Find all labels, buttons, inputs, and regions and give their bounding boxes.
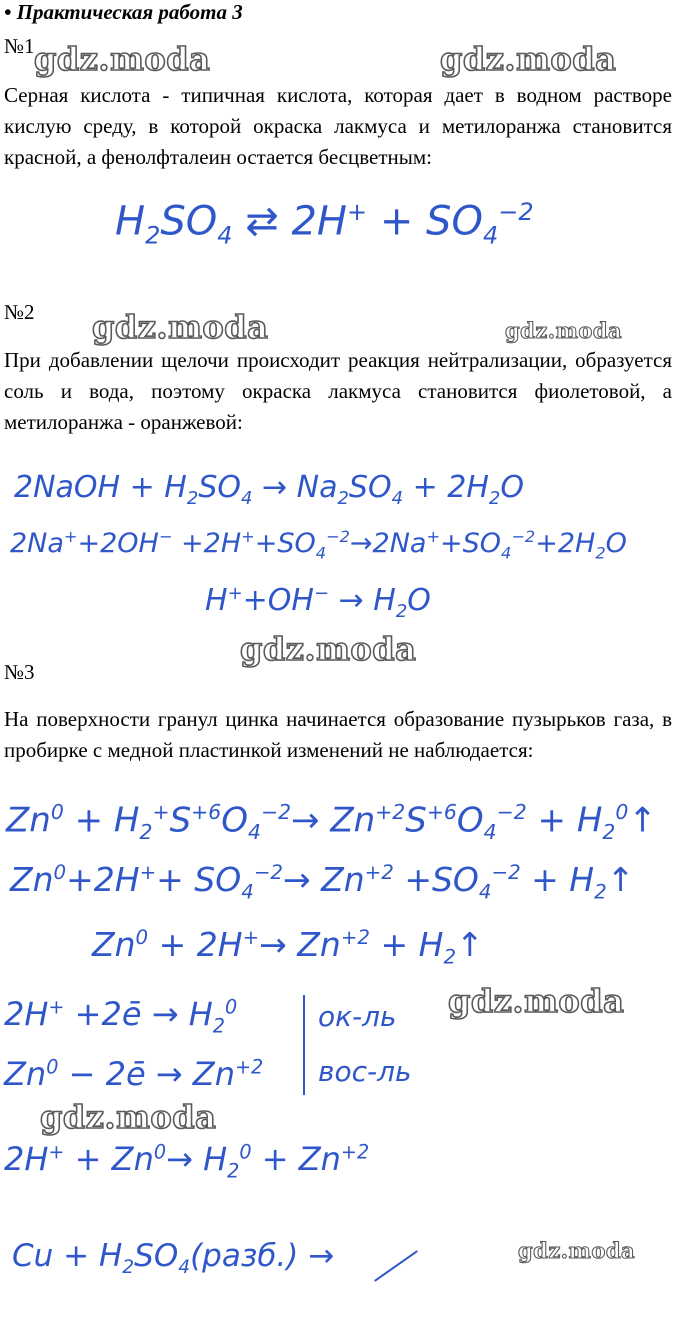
half-reaction-divider: [303, 995, 305, 1095]
watermark: gdz.moda: [448, 982, 625, 1020]
task-1-text: Серная кислота - типичная кислота, которая дает в водном растворе кислую среду, в которой окраска лакмуса и метилоранжа становится красной, а фенолфталеин остается бесцветным:: [4, 83, 672, 169]
watermark: gdz.moda: [440, 40, 617, 78]
task-3-number: №3: [4, 660, 35, 684]
task-3-equation-short-ionic: $Zn^0 + 2H^+\to Zn^{+2}$ + $H_2↑$: [92, 925, 484, 969]
task-3-equation-full-ionic: $Zn^0+2H^++ SO_4^{-2}\to Zn^{+2} +SO_4^{-2}$ + $H_2↑$: [10, 860, 635, 904]
title-bullet: •: [4, 0, 12, 24]
task-2-equation-short-ionic: $H^++OH^- \to H_2O$: [205, 583, 431, 622]
task-3-equation-summary: $2H^+ + Zn^0\to H_2^0 + Zn^{+2}$: [4, 1140, 370, 1183]
task-3-half-reaction-reduction: 2H+ +2ē → $H_2^0$: [4, 995, 238, 1038]
title-text: Практическая работа 3: [16, 0, 243, 24]
task-2-text: При добавлении щелочи происходит реакция нейтрализации, образуется соль и вода, поэтому окраска лакмуса становится фиолетовой, а метилоранжа - оранжевой:: [4, 348, 672, 434]
task-1-number: №1: [4, 34, 35, 58]
oxidizer-label: ок-ль: [318, 1000, 397, 1033]
task-1-equation: $H_2SO_4$ ⇄ $2H^+ + SO_4^{-2}$: [115, 198, 534, 250]
reducer-label: вос-ль: [318, 1055, 412, 1088]
no-reaction-strike: [374, 1250, 418, 1281]
watermark: gdz.moda: [40, 1098, 217, 1136]
watermark: gdz.moda: [92, 308, 269, 346]
watermark: gdz.moda: [34, 40, 211, 78]
task-2-equation-molecular: 2NaOH + $H_2SO_4 \to Na_2SO_4 + 2H_2O$: [14, 470, 524, 509]
task-2-number: №2: [4, 300, 35, 324]
task-3-text: На поверхности гранул цинка начинается образование пузырьков газа, в пробирке с медной пластинкой изменений не наблюдается:: [4, 707, 672, 762]
watermark: gdz.moda: [240, 630, 417, 668]
task-2-equation-full-ionic: $2Na^++2OH^- +2H^++SO_4^{-2}\to 2Na^++SO_4^{-2}+2H_2O$: [10, 527, 627, 563]
page-title: [4, 0, 243, 25]
watermark: gdz.moda: [518, 1238, 636, 1263]
task-3-equation-copper: $Cu + H_2SO_4(разб.)$ →: [12, 1238, 335, 1279]
watermark: gdz.moda: [505, 318, 623, 343]
task-3-equation-oxidation-states: $Zn^0 + H_2^+S^{+6}O_4^{-2}\to Zn^{+2}S^{+6}O_4^{-2}$ + $H_2^0↑$: [6, 800, 657, 845]
task-3-half-reaction-oxidation: $Zn^0$ − 2ē → $Zn^{+2}$: [4, 1055, 264, 1093]
